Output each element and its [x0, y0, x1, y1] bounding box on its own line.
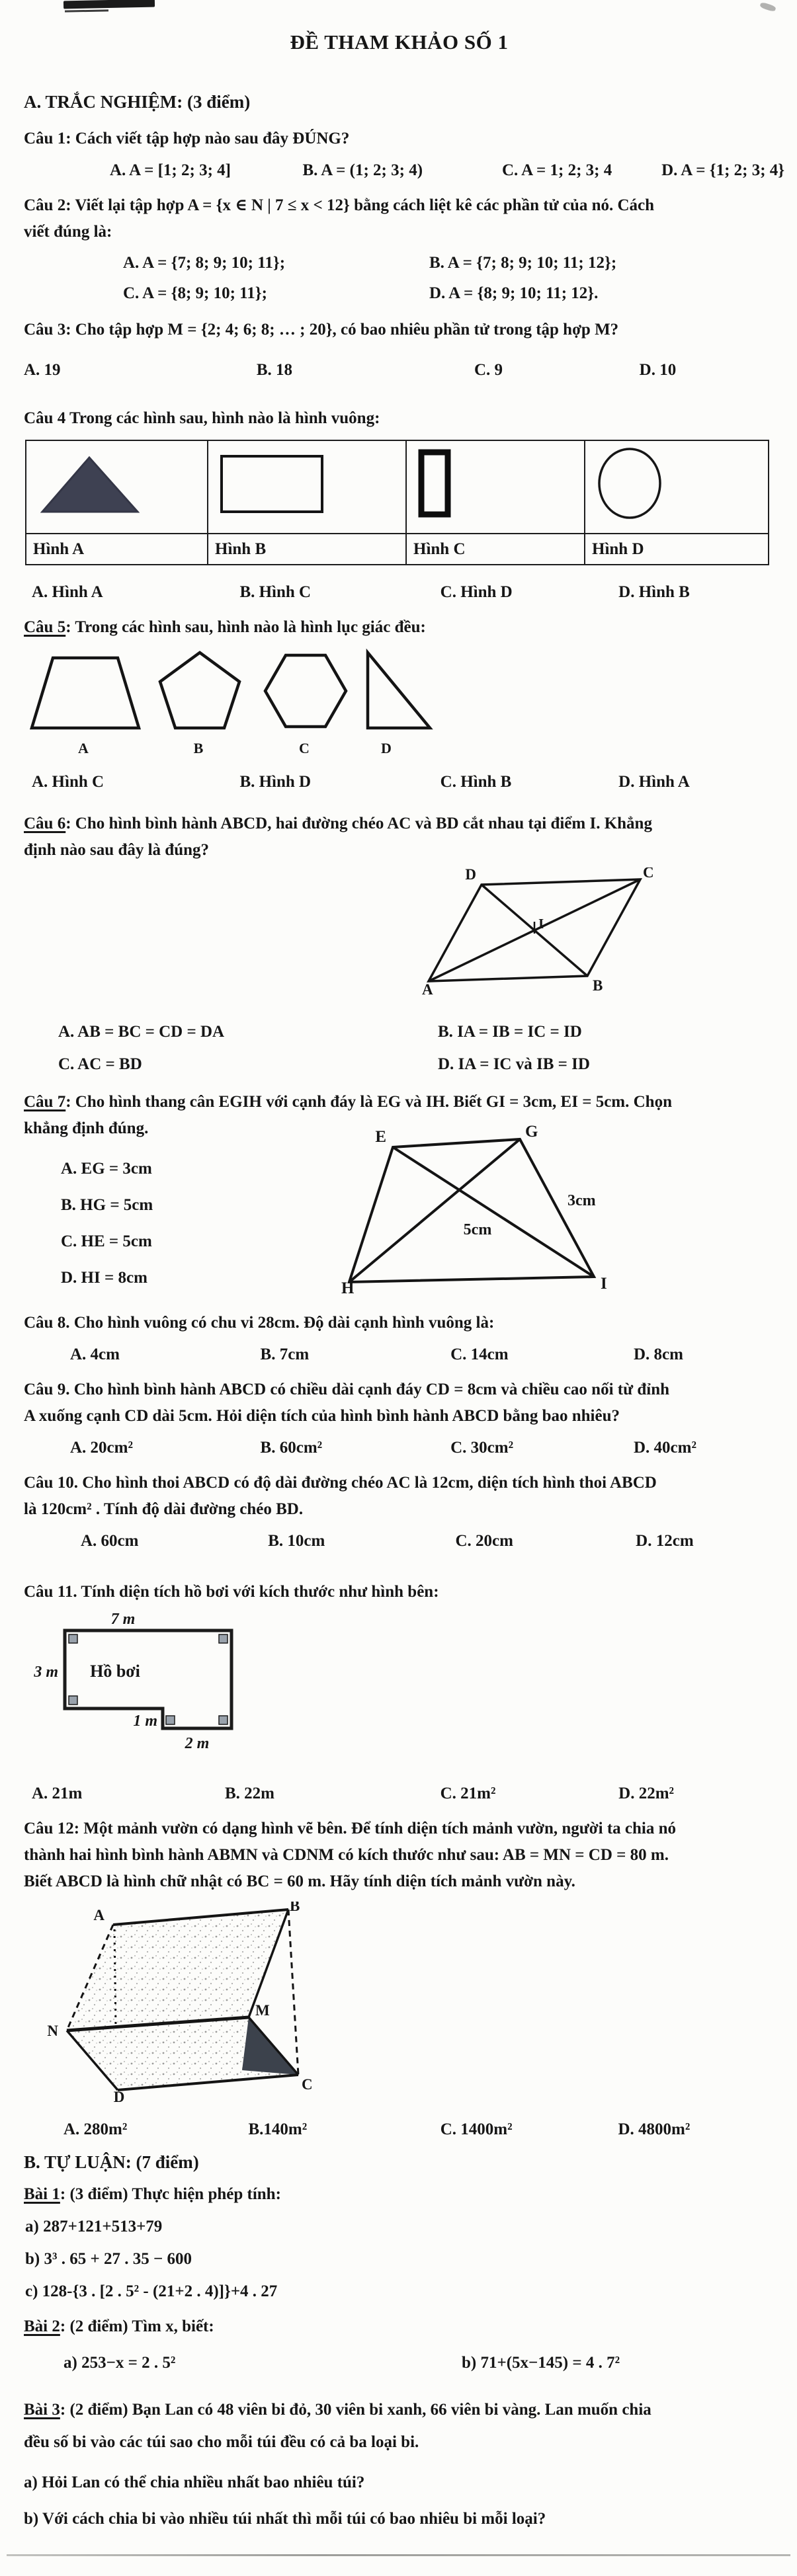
q5-figure	[24, 647, 775, 766]
q1-options	[24, 159, 785, 181]
q12-stem-cont2: Biết ABCD là hình chữ nhật có BC = 60 m. Hãy tính diện tích mảnh vườn này.	[24, 1872, 575, 1890]
vertex-label: A	[93, 1906, 105, 1923]
b1-label: Bài 1	[24, 2185, 60, 2204]
option: A. A = {7; 8; 9; 10; 11};	[123, 253, 286, 272]
option: A. 19	[24, 360, 61, 379]
figure-label: Hình A	[26, 534, 208, 565]
b3-rest: : (2 điểm) Bạn Lan có 48 viên bi đỏ, 30 viên bi xanh, 66 viên bi vàng. Lan muốn chia	[60, 2401, 651, 2419]
vertex-label: H	[341, 1279, 355, 1297]
trapezoid-figure	[335, 1125, 646, 1303]
b2-item-b: b) 71+(5x−145) = 4 . 7²	[462, 2354, 620, 2372]
q1-stem: Câu 1: Cách viết tập hợp nào sau đây ĐÚNG?	[24, 129, 350, 147]
q6-stem-rest: : Cho hình bình hành ABCD, hai đường chéo AC và BD cắt nhau tại điểm I. Khẳng	[65, 814, 652, 832]
q3-stem: Câu 3: Cho tập hợp M = {2; 4; 6; 8; … ; 20}, có bao nhiêu phần tử trong tập hợp M?	[24, 320, 619, 339]
option: D. 12cm	[636, 1531, 694, 1550]
option: B. 18	[256, 360, 293, 379]
shape-letter: D	[381, 739, 392, 756]
pool-name-label: Hồ bơi	[90, 1661, 140, 1681]
shape-letter: B	[193, 739, 204, 756]
option: C. 14cm	[450, 1345, 509, 1363]
b1-item: b) 3³ . 65 + 27 . 35 − 600	[25, 2250, 192, 2269]
section-a-heading: A. TRẮC NGHIỆM: (3 điểm)	[24, 91, 251, 112]
q8-options	[24, 1344, 775, 1365]
option: B. A = {7; 8; 9; 10; 11; 12};	[429, 253, 617, 272]
scan-artifact	[759, 2, 776, 13]
figure-label: Hình B	[208, 534, 406, 565]
shape-letter: A	[78, 739, 89, 756]
option: C. 21m²	[440, 1784, 496, 1802]
figure-label: Hình D	[585, 534, 769, 565]
vertex-label: C	[302, 2075, 313, 2093]
hexagon-shape	[265, 655, 346, 727]
option: C. 20cm	[455, 1531, 513, 1550]
option: C. HE = 5cm	[61, 1232, 152, 1250]
option: D. Hình B	[618, 583, 690, 601]
vertex-label: C	[643, 867, 654, 881]
option: B. A = (1; 2; 3; 4)	[302, 161, 423, 179]
option: B. Hình C	[239, 583, 312, 601]
q7-label: Câu 7	[24, 1092, 66, 1111]
q2-stem: Câu 2: Viết lại tập hợp A = {x ∈ N | 7 ≤ x < 12} bằng cách liệt kê các phần tử của nó. Cách	[24, 196, 655, 214]
vertex-label: D	[113, 2088, 125, 2103]
q6-figure	[407, 867, 775, 1009]
option: A. 4cm	[70, 1345, 120, 1363]
b3-line2: đều số bi vào các túi sao cho mỗi túi đều có cả ba loại bi.	[24, 2433, 419, 2452]
q7-stem-cont: khẳng định đúng.	[24, 1119, 149, 1137]
q12-stem: Câu 12: Một mảnh vườn có dạng hình vẽ bên. Để tính diện tích mảnh vườn, người ta chia nó	[24, 1819, 676, 1837]
q6-stem-cont: định nào sau đây là đúng?	[24, 840, 210, 859]
option: C. A = {8; 9; 10; 11};	[123, 284, 267, 302]
option: C. Hình B	[440, 772, 512, 791]
option: B. HG = 5cm	[61, 1195, 153, 1214]
q5-stem	[24, 616, 775, 638]
triangle-shape	[33, 451, 149, 517]
dim-top: 7 m	[110, 1611, 136, 1628]
option: A. Hình A	[32, 583, 103, 601]
garden-figure	[24, 1902, 394, 2103]
q8-stem: Câu 8. Cho hình vuông có chu vi 28cm. Độ dài cạnh hình vuông là:	[24, 1313, 495, 1332]
option: C. A = 1; 2; 3; 4	[501, 161, 612, 179]
option: D. 22m²	[618, 1784, 675, 1802]
right-triangle-shape	[368, 653, 430, 728]
q7-figure	[335, 1125, 646, 1309]
option: D. 10	[639, 360, 677, 379]
option: D. 4800m²	[618, 2120, 691, 2138]
vertex-label: B	[290, 1901, 300, 1914]
shape-letter: C	[299, 739, 310, 756]
option: A. AB = BC = CD = DA	[58, 1022, 225, 1041]
shape-cell-rectangle	[208, 440, 406, 534]
q6-stem	[24, 813, 775, 834]
q4-shapes-table	[25, 440, 769, 565]
q10-stem: Câu 10. Cho hình thoi ABCD có độ dài đường chéo AC là 12cm, diện tích hình thoi ABCD	[24, 1473, 657, 1492]
option: C. 30cm²	[450, 1438, 514, 1457]
q6-label: Câu 6	[24, 814, 66, 832]
b1-rest: : (3 điểm) Thực hiện phép tính:	[60, 2185, 281, 2204]
option: C. Hình D	[440, 583, 513, 601]
dim-bottom: 2 m	[185, 1734, 210, 1752]
q9-options	[24, 1437, 775, 1459]
b3-item-a: a) Hỏi Lan có thể chia nhiều nhất bao nhiêu túi?	[24, 2474, 365, 2492]
dim-left: 3 m	[34, 1663, 58, 1681]
intersection-label: I	[538, 915, 544, 932]
figure-label: Hình C	[406, 534, 585, 565]
q12-figure	[24, 1902, 775, 2109]
shape-cell-triangle	[26, 440, 208, 534]
q9-stem: Câu 9. Cho hình bình hành ABCD có chiều dài cạnh đáy CD = 8cm và chiều cao nối từ đỉnh	[24, 1380, 670, 1398]
q11-options	[24, 1783, 775, 1804]
scan-artifact	[65, 9, 108, 12]
shape-cell-circle	[585, 440, 769, 534]
q12-options	[24, 2118, 775, 2140]
option: B. 60cm²	[260, 1438, 323, 1457]
vertex-label: I	[601, 1274, 607, 1293]
b2-heading	[24, 2315, 775, 2337]
q7-stem	[24, 1091, 775, 1113]
q11-figure	[24, 1612, 775, 1773]
q6-options	[24, 1021, 775, 1075]
option: D. HI = 8cm	[61, 1268, 147, 1287]
option: D. 40cm²	[633, 1438, 696, 1457]
q10-options	[24, 1530, 775, 1552]
vertex-label: D	[465, 867, 476, 883]
q4-stem: Câu 4 Trong các hình sau, hình nào là hình vuông:	[24, 409, 380, 427]
vertex-label: B	[593, 977, 603, 994]
b2-items	[24, 2352, 775, 2374]
b3-heading	[24, 2399, 775, 2421]
option: B. 22m	[224, 1784, 274, 1802]
option: A. 280m²	[63, 2120, 128, 2138]
q5-stem-rest: : Trong các hình sau, hình nào là hình lục giác đều:	[65, 618, 426, 636]
parallelogram-figure	[407, 867, 685, 1003]
q5-options	[24, 771, 775, 793]
diagonal-length-label: 5cm	[463, 1221, 492, 1238]
option: A. Hình C	[32, 772, 105, 791]
vertex-label: N	[47, 2022, 58, 2039]
b2-label: Bài 2	[24, 2317, 60, 2336]
option: B. 7cm	[260, 1345, 310, 1363]
pentagon-shape	[160, 653, 239, 728]
option: A. A = [1; 2; 3; 4]	[110, 161, 231, 179]
option: B. IA = IB = IC = ID	[437, 1022, 582, 1041]
option: B. 10cm	[268, 1531, 325, 1550]
page-title: ĐỀ THAM KHẢO SỐ 1	[290, 30, 509, 54]
circle-shape	[592, 445, 671, 523]
side-length-label: 3cm	[567, 1191, 596, 1209]
vertex-label: M	[255, 2001, 270, 2019]
option: A. 60cm	[81, 1531, 139, 1550]
vertex-label: E	[375, 1127, 386, 1146]
q11-stem: Câu 11. Tính diện tích hồ bơi với kích thước như hình bên:	[24, 1582, 439, 1601]
q10-stem-cont: là 120cm² . Tính độ dài đường chéo BD.	[24, 1500, 304, 1518]
q2-stem-cont: viết đúng là:	[24, 222, 112, 241]
b3-label: Bài 3	[24, 2401, 60, 2419]
polygon-shapes-figure	[24, 647, 447, 760]
option: B.140m²	[248, 2120, 308, 2138]
b3-item-b: b) Với cách chia bi vào nhiều túi nhất thì mỗi túi có bao nhiêu bi mỗi loại?	[24, 2510, 546, 2528]
option: D. Hình A	[618, 772, 690, 791]
option: D. A = {1; 2; 3; 4}	[661, 161, 785, 179]
scan-artifact	[63, 0, 155, 9]
option: C. 1400m²	[440, 2120, 513, 2138]
option: D. A = {8; 9; 10; 11; 12}.	[429, 284, 599, 302]
q3-options	[24, 359, 775, 381]
b2-item-a: a) 253−x = 2 . 5²	[63, 2354, 176, 2372]
option: A. 21m	[32, 1784, 83, 1802]
q12-stem-cont: thành hai hình bình hành ABMN và CDNM có kích thước như sau: AB = MN = CD = 80 m.	[24, 1845, 669, 1864]
vertex-label: G	[525, 1124, 538, 1141]
pool-figure	[24, 1612, 288, 1767]
q9-stem-cont: A xuống cạnh CD dài 5cm. Hỏi diện tích của hình bình hành ABCD bằng bao nhiêu?	[24, 1406, 620, 1425]
option: A. EG = 3cm	[61, 1159, 152, 1178]
b1-heading	[24, 2183, 775, 2205]
option: C. AC = BD	[58, 1055, 142, 1073]
rectangle-shape	[215, 451, 331, 517]
option: D. 8cm	[633, 1345, 683, 1363]
scan-edge-line	[7, 2554, 790, 2556]
b1-item: c) 128-{3 . [2 . 5² - (21+2 . 4)]}+4 . 27	[25, 2282, 278, 2301]
option: A. 20cm²	[70, 1438, 133, 1457]
dim-step: 1 m	[133, 1712, 157, 1730]
b1-item: a) 287+121+513+79	[25, 2218, 163, 2236]
vertex-label: A	[422, 981, 433, 998]
thick-square-shape	[413, 447, 460, 521]
q7-options	[24, 1143, 335, 1309]
section-b-heading: B. TỰ LUẬN: (7 điểm)	[24, 2152, 199, 2172]
q2-options	[24, 252, 775, 304]
b2-rest: : (2 điểm) Tìm x, biết:	[60, 2317, 214, 2336]
q5-label: Câu 5	[24, 618, 66, 636]
option: B. Hình D	[239, 772, 312, 791]
q7-stem-rest: : Cho hình thang cân EGIH với cạnh đáy là EG và IH. Biết GI = 3cm, EI = 5cm. Chọn	[65, 1092, 672, 1111]
q4-options	[24, 581, 775, 603]
shape-cell-square	[406, 440, 585, 534]
trapezoid-shape	[32, 658, 139, 728]
option: D. IA = IC và IB = ID	[437, 1055, 590, 1073]
option: C. 9	[474, 360, 503, 379]
